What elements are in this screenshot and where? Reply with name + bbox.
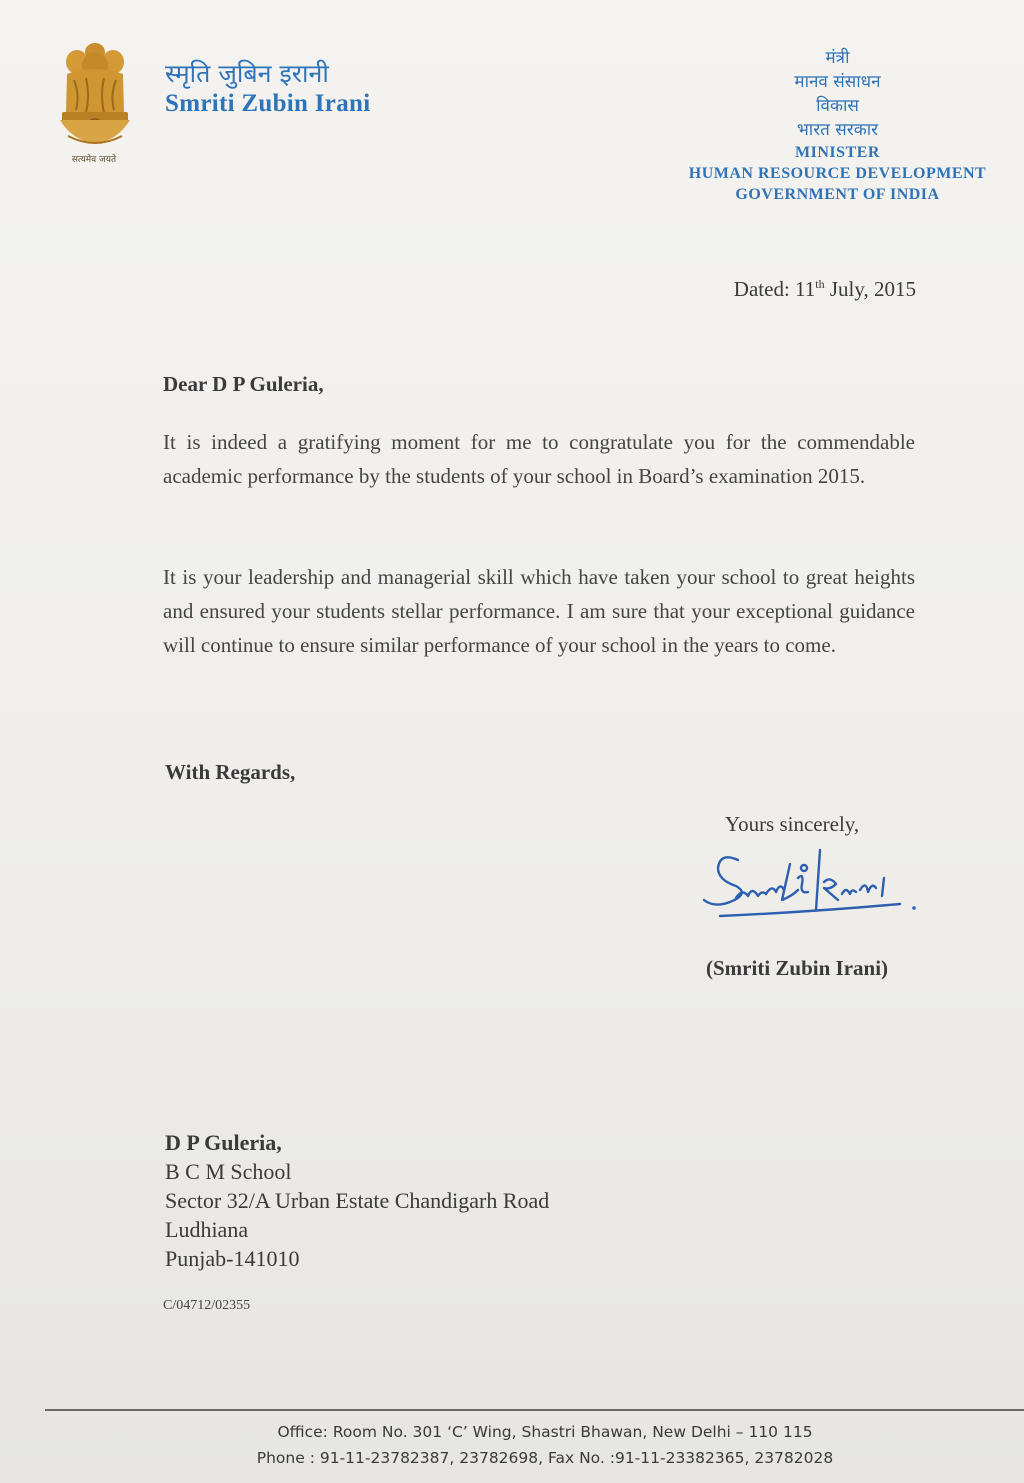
sign-off: Yours sincerely, <box>725 812 860 836</box>
footer <box>120 1419 970 1471</box>
ministry-english-line: HUMAN RESOURCE DEVELOPMENT <box>688 165 987 182</box>
ministry-english-line: MINISTER <box>795 144 880 161</box>
footer-divider <box>45 1409 1024 1411</box>
emblem-motto: सत्यमेव जयते <box>71 155 117 165</box>
reference-number: C/04712/02355 <box>163 1298 251 1313</box>
body-paragraph: It is your leadership and managerial skill which have taken your school to great heights and ensured your students stellar performance. I am sure that your exceptional guidance will continue to ensure similar performance of your school in the years to come. <box>163 565 915 657</box>
salutation: Dear D P Guleria, <box>163 372 324 396</box>
handwritten-signature <box>700 838 920 938</box>
body-paragraph: It is indeed a gratifying moment for me to congratulate you for the commendable academic performance by the students of your school in Board’s examination 2015. <box>163 430 915 488</box>
ministry-hindi-line: विकास <box>816 96 859 116</box>
date-prefix: Dated: 11 <box>733 277 816 301</box>
ministry-designation <box>650 46 1024 205</box>
address-line: B C M School <box>165 1159 292 1184</box>
recipient-name: D P Guleria, <box>165 1130 282 1155</box>
ministry-hindi-line: मानव संसाधन <box>794 72 881 92</box>
date-ordinal: th <box>815 277 825 291</box>
address-line: Ludhiana <box>165 1217 249 1242</box>
ministry-english-line: GOVERNMENT OF INDIA <box>735 186 940 203</box>
date-rest: July, 2015 <box>824 277 916 301</box>
ministry-hindi-line: भारत सरकार <box>796 120 879 140</box>
national-emblem-icon <box>50 40 140 168</box>
letter-date <box>734 277 916 302</box>
address-line: Sector 32/A Urban Estate Chandigarh Road <box>165 1188 550 1213</box>
signer-name: (Smriti Zubin Irani) <box>706 956 889 980</box>
address-line: Punjab-141010 <box>165 1246 300 1271</box>
footer-phone: Phone : 91-11-23782387, 23782698, Fax No. :91-11-23382365, 23782028 <box>256 1449 834 1467</box>
name-english: Smriti Zubin Irani <box>165 90 371 117</box>
name-hindi: स्मृति जुबिन इरानी <box>165 59 329 88</box>
recipient-address <box>165 1128 549 1273</box>
letterhead-name <box>165 58 370 118</box>
closing: With Regards, <box>165 760 296 784</box>
ministry-hindi-line: मंत्री <box>825 48 850 68</box>
footer-office: Office: Room No. 301 ‘C’ Wing, Shastri Bhawan, New Delhi – 110 115 <box>277 1423 813 1441</box>
